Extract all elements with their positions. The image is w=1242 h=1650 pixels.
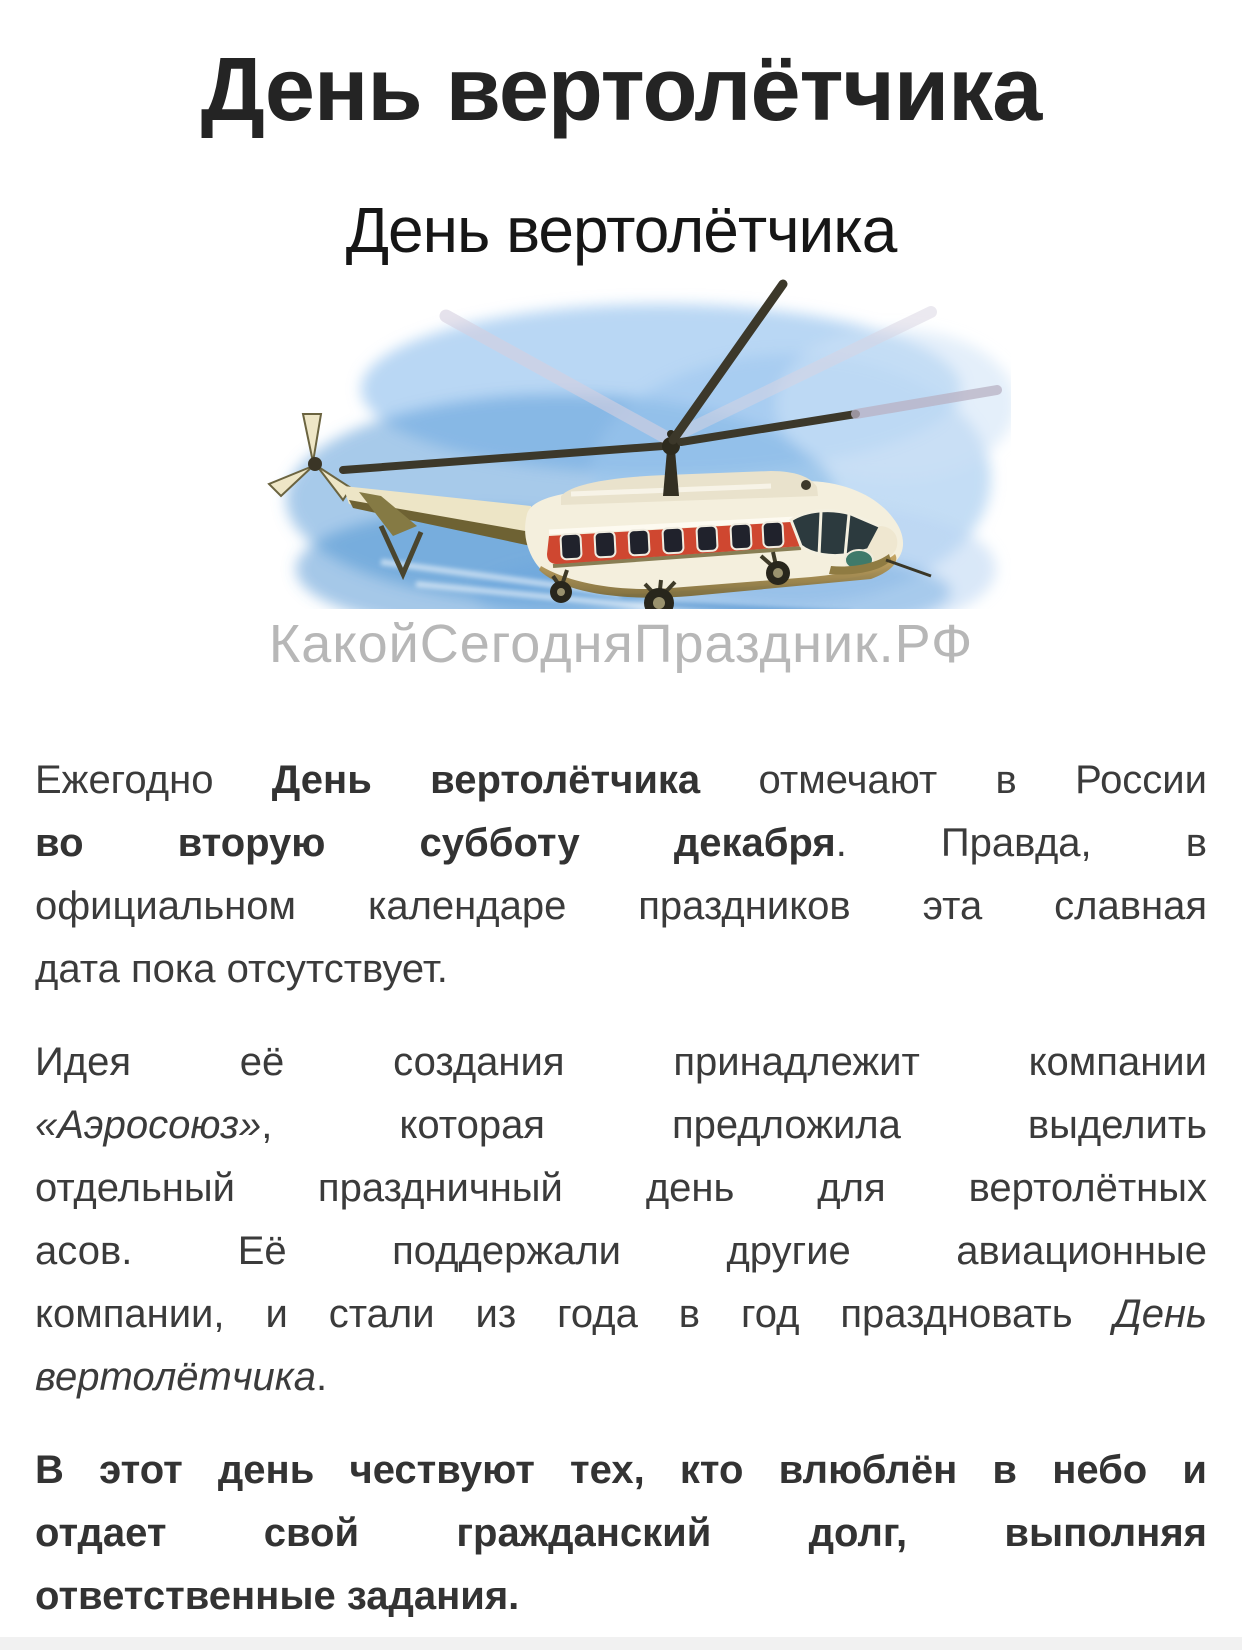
text-line: во вторую субботу декабря. Правда, в [35,821,1207,865]
text-line: отдает свой гражданский долг, выполняя [35,1511,1207,1555]
paragraph [35,749,1207,1001]
text-line: Идея её создания принадлежит компании [35,1040,1207,1084]
paragraph [35,1439,1207,1628]
text-line: вертолётчика. [35,1355,328,1399]
text-line: «Аэросоюз», которая предложила выделить [35,1103,1207,1147]
text-line: В этот день чествуют тех, кто влюблён в небо и [35,1448,1207,1492]
helicopter-illustration [231,274,1011,609]
text-line: официальном календаре праздников эта славная [35,884,1207,928]
text-line: асов. Её поддержали другие авиационные [35,1229,1207,1273]
article-figure [231,192,1011,677]
figure-title: День вертолётчика [345,194,897,266]
bottom-divider [0,1637,1242,1650]
page-title: День вертолётчика [200,40,1042,140]
text-line: ответственные задания. [35,1574,520,1618]
text-line: компании, и стали из года в год праздновать День [35,1292,1207,1336]
article-body [35,749,1207,1628]
watermark-text: КакойСегодняПраздник.РФ [268,614,974,674]
text-line: Ежегодно День вертолётчика отмечают в России [35,758,1207,802]
text-line: дата пока отсутствует. [35,947,448,991]
text-line: отдельный праздничный день для вертолётных [35,1166,1207,1210]
paragraph [35,1031,1207,1409]
